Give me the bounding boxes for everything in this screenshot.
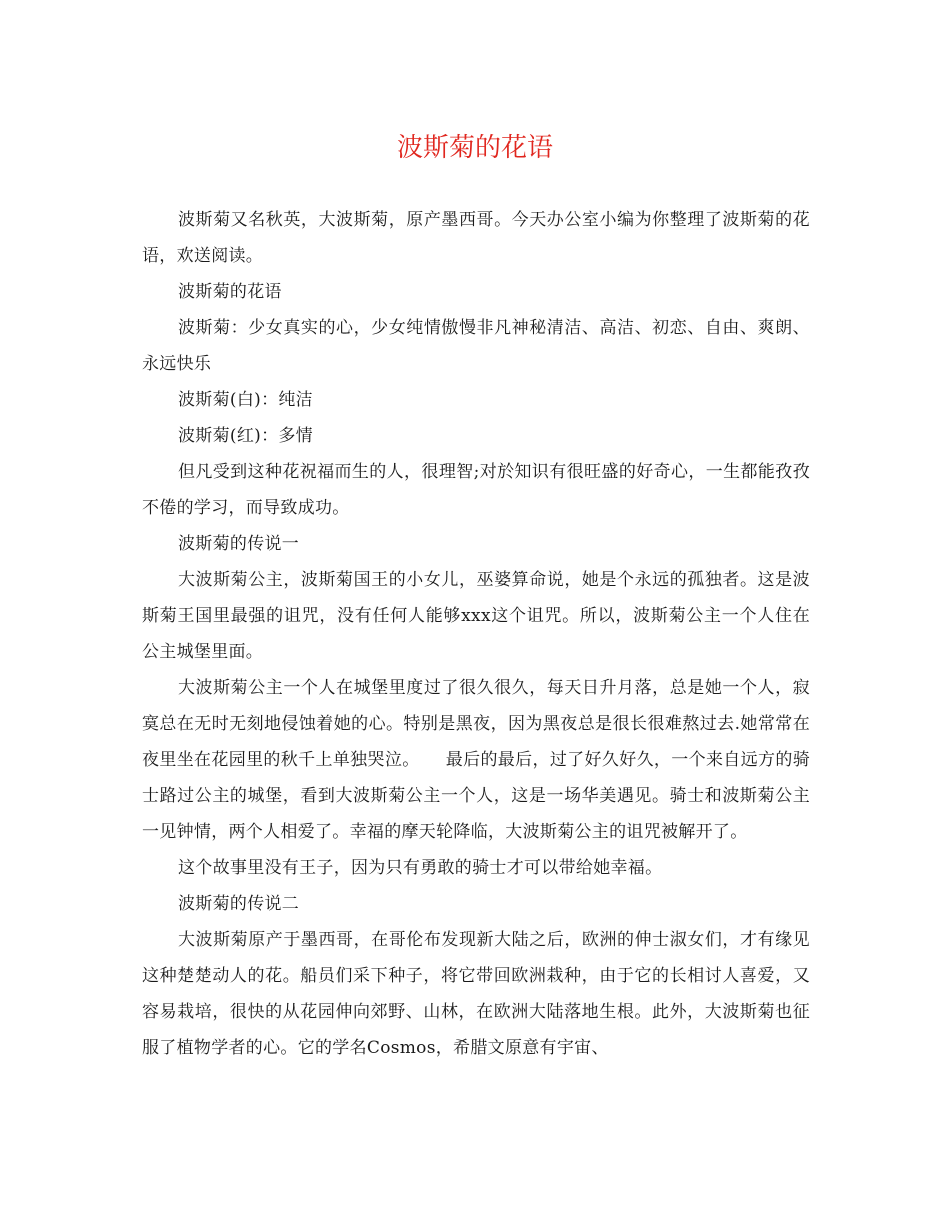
paragraph-blessing: 但凡受到这种花祝福而生的人，很理智;对於知识有很旺盛的好奇心，一生都能孜孜不倦的学习，而导致成功。 xyxy=(142,462,810,518)
paragraph-intro: 波斯菊又名秋英，大波斯菊，原产墨西哥。今天办公室小编为你整理了波斯菊的花语，欢送阅读。 xyxy=(142,210,810,266)
heading-legend-two: 波斯菊的传说二 xyxy=(178,894,300,914)
paragraph-legend-one-b: 大波斯菊公主一个人在城堡里度过了很久很久，每天日升月落，总是她一个人，寂寞总在无时无刻地侵蚀着她的心。特别是黑夜，因为黑夜总是很长很难熬过去.她常常在夜里坐在花园里的秋千上单独哭泣。 最后的最后，过了好久好久，一个来自远方的骑士路过公主的城堡，看到大波斯菊公主一个人，这是一场华美遇见。骑士和波斯菊公主一见钟情，两个人相爱了。幸福的摩天轮降临，大波斯菊公主的诅咒被解开了。 xyxy=(142,678,810,842)
heading-legend-one: 波斯菊的传说一 xyxy=(178,534,300,554)
heading-flower-language: 波斯菊的花语 xyxy=(178,282,282,302)
paragraph-red: 波斯菊(红)：多情 xyxy=(178,426,313,446)
paragraph-meaning: 波斯菊：少女真实的心，少女纯情傲慢非凡神秘清洁、高洁、初恋、自由、爽朗、永远快乐 xyxy=(142,318,810,374)
paragraph-white: 波斯菊(白)：纯洁 xyxy=(178,390,313,410)
paragraph-legend-one-a: 大波斯菊公主，波斯菊国王的小女儿，巫婆算命说，她是个永远的孤独者。这是波斯菊王国里最强的诅咒，没有任何人能够xxx这个诅咒。所以，波斯菊公主一个人住在公主城堡里面。 xyxy=(142,570,810,662)
paragraph-legend-one-c: 这个故事里没有王子，因为只有勇敢的骑士才可以带给她幸福。 xyxy=(178,858,663,878)
document-title: 波斯菊的花语 xyxy=(396,133,553,163)
document-body xyxy=(142,202,810,1066)
paragraph-legend-two: 大波斯菊原产于墨西哥，在哥伦布发现新大陆之后，欧洲的伸士淑女们，才有缘见这种楚楚动人的花。船员们采下种子，将它带回欧洲栽种，由于它的长相讨人喜爱，又容易栽培，很快的从花园伸向郊野、山林，在欧洲大陆落地生根。此外，大波斯菊也征服了植物学者的心。它的学名Cosmos，希腊文原意有宇宙、 xyxy=(142,930,810,1058)
